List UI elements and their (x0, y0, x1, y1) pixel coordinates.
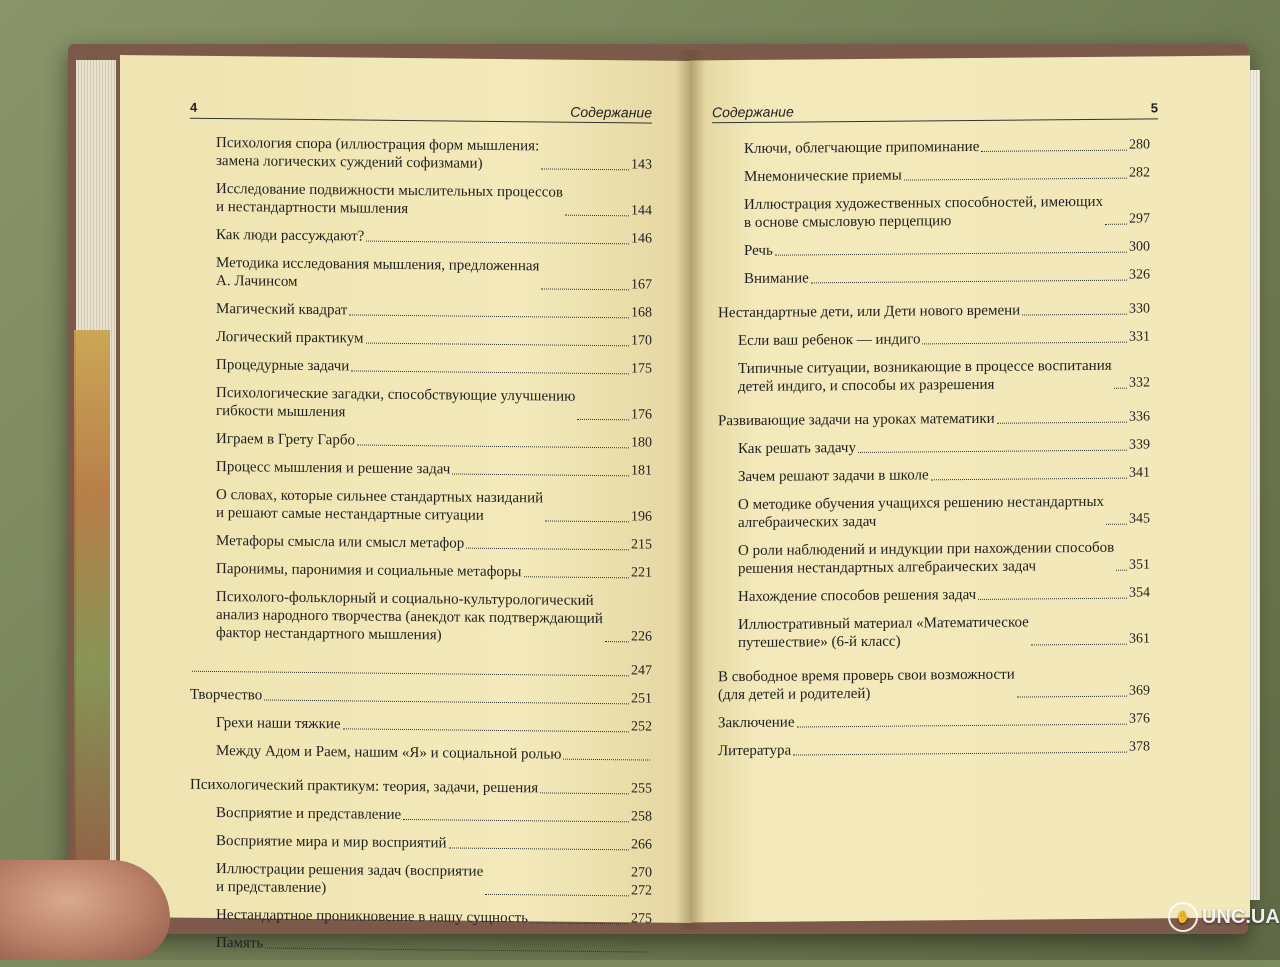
toc-entry (190, 742, 652, 765)
dot-leader (997, 422, 1127, 424)
toc-entry (190, 384, 652, 425)
dot-leader (403, 819, 629, 822)
toc-entry-page: 330 (1129, 301, 1150, 317)
toc-entry-title: Методика исследования мышления, предложенная А. Лачинсом (216, 255, 540, 290)
right-page (690, 56, 1250, 923)
dot-leader (1114, 388, 1127, 389)
toc-entry (190, 686, 652, 709)
dot-leader (605, 641, 629, 642)
toc-entry (190, 134, 652, 175)
toc-entry-title: Заключение (718, 714, 795, 732)
toc-entry-title: Магический квадрат (216, 301, 348, 319)
toc-entry-title: Если ваш ребенок — индиго (738, 331, 921, 350)
dot-leader (485, 894, 629, 897)
toc-entry-title: Развивающие задачи на уроках математики (718, 410, 995, 430)
toc-entry (190, 658, 652, 681)
toc-entry-title: Как решать задачу (738, 439, 856, 458)
toc-entry-page: 336 (1129, 409, 1150, 425)
dot-leader (904, 178, 1127, 181)
toc-entry-title: Зачем решают задачи в школе (738, 467, 929, 486)
toc-entry-title: Память (216, 935, 264, 952)
watermark-text: UNC.UA (1202, 905, 1280, 928)
toc-entry-page: 144 (631, 203, 652, 219)
dot-leader (797, 724, 1128, 728)
toc-entry (190, 430, 652, 453)
toc-entry-title: О методике обучения учащихся решению нестандартных алгебраических задач (738, 493, 1105, 532)
toc-entry-title: Процедурные задачи (216, 357, 350, 375)
toc-entry-title: Восприятие и представление (216, 805, 402, 823)
toc-entry-title: О словах, которые сильнее стандартных назиданий и решают самые нестандартные ситуации (216, 487, 544, 524)
toc-entry (718, 356, 1150, 396)
toc-entry-page: 170 (631, 333, 652, 349)
toc-entry-page: 376 (1129, 711, 1150, 727)
toc-entry (718, 464, 1150, 486)
toc-entry-page: 354 (1129, 585, 1150, 601)
dot-leader (931, 478, 1127, 481)
toc-entry-page: 258 (631, 809, 652, 825)
toc-entry-title: Психологический практикум: теория, задачи, решения (190, 776, 539, 797)
toc-entry (190, 532, 652, 555)
toc-entry-title: Как люди рассуждают? (216, 227, 365, 245)
toc-entry (718, 408, 1150, 430)
left-running-header (190, 100, 652, 124)
toc-entry-page: 280 (1129, 137, 1150, 153)
toc-entry-page: 297 (1129, 211, 1150, 227)
dot-leader (775, 252, 1127, 256)
toc-entry (718, 584, 1150, 606)
toc-entry-page: 167 (631, 277, 652, 293)
toc-entry-title: Иллюстрации решения задач (восприятие и представление) (216, 861, 484, 897)
toc-entry-page: 341 (1129, 465, 1150, 481)
dot-leader (1022, 314, 1127, 316)
toc-entry-title: Играем в Грету Гарбо (216, 431, 355, 449)
toc-entry-page: 332 (1129, 375, 1150, 391)
dot-leader (1017, 696, 1127, 698)
dot-leader (541, 288, 629, 290)
toc-entry (718, 266, 1150, 288)
toc-entry-title: Метафоры смысла или смысл метафор (216, 533, 465, 552)
toc-entry (190, 180, 652, 221)
toc-entry-title: Нахождение способов решения задач (738, 586, 977, 606)
toc-entry-page: 196 (631, 509, 652, 525)
toc-entry (190, 254, 652, 295)
left-header-title: Содержание (570, 103, 652, 121)
toc-entry-title: Психолого-фольклорный и социально-культурологический анализ народного творчества (анекдот как подтверждающий фактор нестандартного мышления) (216, 589, 603, 644)
dot-leader (366, 343, 629, 347)
toc-entry-page: 181 (631, 463, 652, 479)
toc-entry-page: 369 (1129, 683, 1150, 699)
toc-entry (190, 486, 652, 527)
toc-entry (190, 458, 652, 481)
book-gutter (676, 50, 706, 930)
toc-entry-page: 221 (631, 565, 652, 581)
toc-entry-page: 326 (1129, 267, 1150, 283)
toc-entry-title: Творчество (190, 686, 263, 704)
toc-entry (718, 300, 1150, 322)
toc-entry (718, 238, 1150, 260)
toc-entry-page: 215 (631, 537, 652, 553)
toc-entry (190, 804, 652, 827)
toc-entry-title: Психология спора (иллюстрация форм мышления: замена логических суждений софизмами) (216, 135, 540, 172)
right-running-header (712, 100, 1158, 123)
toc-entry (190, 328, 652, 351)
toc-entry (718, 664, 1150, 704)
toc-entry-page: 275 (631, 911, 652, 927)
dot-leader (192, 671, 629, 677)
toc-entry (190, 588, 652, 647)
dot-leader (343, 728, 629, 732)
toc-entry-title: Мнемонические приемы (744, 167, 902, 185)
toc-entry-page: 351 (1129, 557, 1150, 573)
toc-entry-title: О роли наблюдений и индукции при нахождении способов решения нестандартных алгебраических задач (738, 539, 1115, 578)
toc-entry (190, 714, 652, 737)
toc-entry-page: 345 (1129, 511, 1150, 527)
toc-entry-page: 251 (631, 691, 652, 707)
toc-entry-page: 226 (631, 629, 652, 645)
dot-leader (524, 576, 630, 578)
left-toc (190, 134, 652, 967)
toc-entry (718, 436, 1150, 458)
dot-leader (978, 598, 1127, 600)
toc-entry-title: Нестандартное проникновение в нашу сущность (216, 907, 529, 927)
dot-leader (530, 922, 629, 924)
toc-entry (718, 492, 1150, 532)
thumb (0, 860, 170, 960)
toc-entry (190, 226, 652, 249)
toc-entry (190, 934, 652, 957)
toc-entry-page: 361 (1129, 631, 1150, 647)
toc-entry-page: 168 (631, 305, 652, 321)
dot-leader (357, 444, 629, 448)
toc-entry-title: Типичные ситуации, возникающие в процессе воспитания детей индиго, и способы их разрешения (738, 357, 1112, 396)
toc-entry-title: Между Адом и Раем, нашим «Я» и социальной ролью (216, 743, 562, 763)
toc-entry-title: Иллюстративный материал «Математическое путешествие» (6-й класс) (738, 614, 1029, 652)
toc-entry-page: 300 (1129, 239, 1150, 255)
dot-leader (366, 241, 629, 245)
dot-leader (811, 280, 1127, 284)
dot-leader (545, 520, 629, 522)
toc-entry-page: 270 272 (631, 865, 652, 899)
toc-entry-page: 255 (631, 781, 652, 797)
toc-entry (190, 776, 652, 799)
toc-entry-title: Грехи наши тяжкие (216, 715, 341, 733)
cover-illustration-edge (74, 330, 110, 890)
dot-leader (541, 168, 629, 170)
toc-entry-page: 176 (631, 407, 652, 423)
toc-entry-title: Паронимы, паронимия и социальные метафоры (216, 561, 522, 581)
toc-entry-title: Нестандартные дети, или Дети нового времени (718, 302, 1021, 322)
dot-leader (452, 473, 629, 476)
toc-entry (718, 328, 1150, 350)
toc-entry (190, 860, 652, 901)
toc-entry-page: 252 (631, 719, 652, 735)
toc-entry-title: Исследование подвижности мыслительных процессов и нестандартности мышления (216, 181, 563, 218)
toc-entry (718, 136, 1150, 158)
toc-entry-title: Внимание (744, 270, 809, 287)
toc-entry-page: 282 (1129, 165, 1150, 181)
toc-entry-page: 146 (631, 231, 652, 247)
toc-entry-page: 339 (1129, 437, 1150, 453)
right-header-title: Содержание (712, 103, 794, 121)
dot-leader (466, 548, 629, 551)
toc-entry (718, 192, 1150, 232)
dot-leader (351, 370, 629, 374)
toc-entry (190, 356, 652, 379)
dot-leader (1106, 524, 1127, 525)
toc-entry-title: Иллюстрация художественных способностей, имеющих в основе смысловую перцепцию (744, 193, 1104, 231)
dot-leader (265, 948, 650, 953)
dot-leader (449, 847, 629, 850)
dot-leader (793, 752, 1127, 756)
dot-leader (1105, 224, 1127, 225)
toc-entry-page: 266 (631, 837, 652, 853)
toc-entry-title: Психологические загадки, способствующие улучшению гибкости мышления (216, 385, 576, 421)
toc-entry (190, 906, 652, 929)
toc-entry (190, 832, 652, 855)
toc-entry-page: 378 (1129, 739, 1150, 755)
toc-entry (190, 560, 652, 583)
right-page-number: 5 (1150, 100, 1158, 116)
hand-logo-icon: ✋ (1168, 902, 1198, 932)
left-page-number: 4 (190, 99, 198, 115)
toc-entry-page: 143 (631, 157, 652, 173)
dot-leader (349, 314, 629, 318)
right-toc (718, 136, 1150, 770)
toc-entry (718, 164, 1150, 186)
toc-entry-page: 331 (1129, 329, 1150, 345)
left-page (120, 55, 692, 952)
dot-leader (264, 700, 629, 705)
toc-entry-page: 175 (631, 361, 652, 377)
toc-entry (718, 538, 1150, 578)
toc-entry-title: Литература (718, 742, 792, 760)
toc-entry-title: Ключи, облегчающие припоминание (744, 138, 980, 157)
toc-entry (718, 612, 1150, 652)
toc-entry-page: 180 (631, 435, 652, 451)
dot-leader (563, 759, 650, 761)
toc-entry-title: Восприятие мира и мир восприятий (216, 833, 447, 852)
toc-entry (718, 710, 1150, 732)
toc-entry-title: Логический практикум (216, 329, 364, 347)
toc-entry (190, 300, 652, 323)
toc-entry-title: Речь (744, 242, 773, 259)
toc-entry-page: 247 (631, 663, 652, 679)
dot-leader (922, 342, 1127, 345)
dot-leader (540, 792, 629, 794)
toc-entry-title: В свободное время проверь свои возможности (для детей и родителей) (718, 666, 1015, 704)
dot-leader (1031, 644, 1127, 646)
dot-leader (858, 450, 1127, 453)
dot-leader (1116, 570, 1127, 571)
toc-entry (718, 738, 1150, 760)
dot-leader (577, 419, 629, 421)
dot-leader (565, 215, 629, 217)
toc-entry-title: Процесс мышления и решение задач (216, 459, 451, 478)
watermark (1168, 902, 1280, 932)
dot-leader (981, 150, 1127, 152)
